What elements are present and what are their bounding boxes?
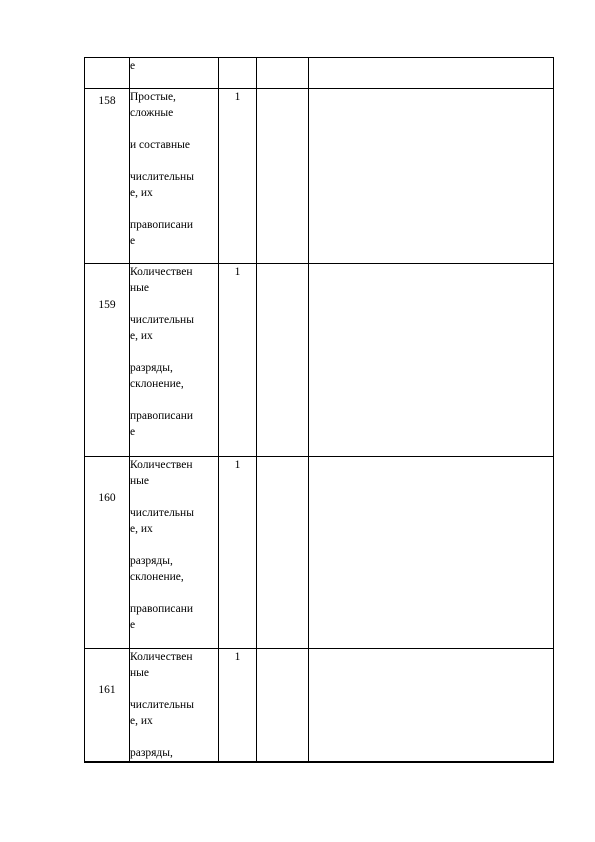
lesson-topic-cell	[130, 264, 219, 457]
date-cell	[257, 89, 309, 264]
lesson-topic-cell	[130, 457, 219, 649]
lesson-number-cell	[85, 58, 130, 89]
topic-line: числительны е, их	[130, 171, 194, 199]
lesson-plan-table	[84, 57, 554, 763]
lesson-number-cell: 160	[85, 457, 130, 649]
topic-line: правописани е	[130, 219, 194, 247]
lesson-number-cell: 161	[85, 649, 130, 763]
table-row	[85, 649, 554, 763]
topic-line: Простые, сложные	[130, 91, 176, 119]
topic-line: числительны е, их	[130, 699, 194, 727]
topic-line: разряды, склонение,	[130, 362, 184, 390]
lesson-topic-cell	[130, 89, 219, 264]
notes-cell	[309, 58, 554, 89]
hours-cell: 1	[219, 649, 257, 763]
topic-line: числительны е, их	[130, 507, 194, 535]
hours-cell: 1	[219, 89, 257, 264]
topic-line: и составные	[130, 139, 190, 151]
topic-line: правописани е	[130, 603, 194, 631]
notes-cell	[309, 457, 554, 649]
date-cell	[257, 58, 309, 89]
topic-line: правописани е	[130, 410, 194, 438]
table-row	[85, 264, 554, 457]
date-cell	[257, 264, 309, 457]
topic-line: разряды, склонение,	[130, 555, 184, 583]
lesson-topic-cell	[130, 58, 219, 89]
lesson-number-cell: 158	[85, 89, 130, 264]
table-row	[85, 457, 554, 649]
topic-line: разряды,	[130, 747, 173, 759]
hours-cell: 1	[219, 457, 257, 649]
notes-cell	[309, 264, 554, 457]
hours-cell	[219, 58, 257, 89]
lesson-topic-cell	[130, 649, 219, 763]
notes-cell	[309, 89, 554, 264]
topic-line: Количествен ные	[130, 459, 193, 487]
table-row	[85, 89, 554, 264]
topic-line: Количествен ные	[130, 266, 193, 294]
hours-cell: 1	[219, 264, 257, 457]
table-row	[85, 58, 554, 89]
topic-line: числительны е, их	[130, 314, 194, 342]
date-cell	[257, 649, 309, 763]
lesson-number-cell: 159	[85, 264, 130, 457]
topic-line: е	[130, 60, 136, 72]
notes-cell	[309, 649, 554, 763]
topic-line: Количествен ные	[130, 651, 193, 679]
date-cell	[257, 457, 309, 649]
